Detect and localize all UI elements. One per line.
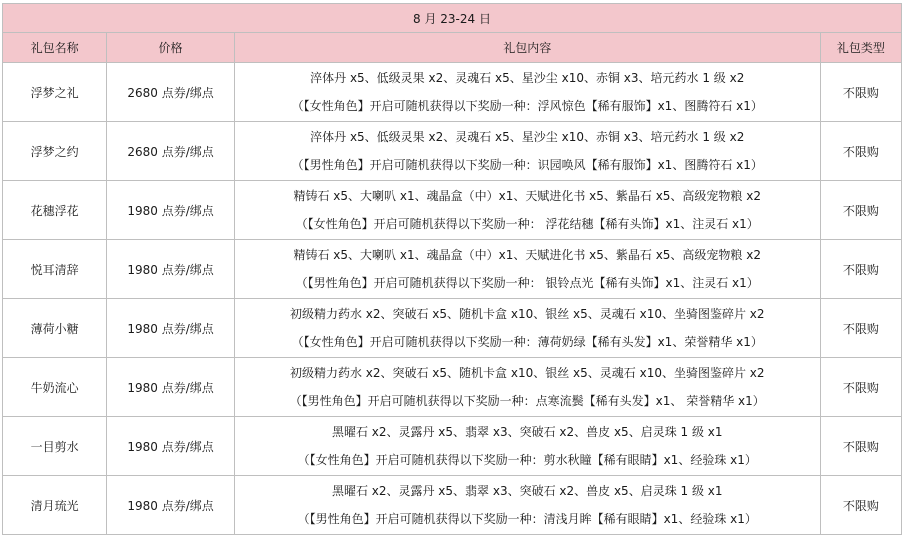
pack-content [234, 122, 820, 181]
pack-content [234, 358, 820, 417]
pack-type: 不限购 [820, 240, 901, 299]
pack-content-items: 淬体丹 x5、低级灵果 x2、灵魂石 x5、星沙尘 x10、赤铜 x3、培元药水 1 级 x2 [310, 71, 745, 85]
header-name: 礼包名称 [3, 33, 107, 63]
pack-content-items: 黑曜石 x2、灵露丹 x5、翡翠 x3、突破石 x2、兽皮 x5、启灵珠 1 级 x1 [331, 425, 723, 439]
pack-content [234, 417, 820, 476]
pack-content [234, 181, 820, 240]
pack-name: 清月琉光 [3, 476, 107, 535]
pack-price: 1980 点券/绑点 [107, 476, 234, 535]
gift-pack-table [2, 3, 902, 535]
table-row [3, 122, 902, 181]
pack-price: 1980 点券/绑点 [107, 417, 234, 476]
header-content: 礼包内容 [234, 33, 820, 63]
pack-content-bonus: （【男性角色】开启可随机获得以下奖励一种：点寒流鬓【稀有头发】x1、 荣誉精华 x1） [289, 394, 765, 408]
table-title: 8 月 23-24 日 [3, 4, 902, 33]
pack-content [234, 299, 820, 358]
header-price: 价格 [107, 33, 234, 63]
pack-price: 2680 点券/绑点 [107, 122, 234, 181]
pack-content-items: 初级精力药水 x2、突破石 x5、随机卡盒 x10、银丝 x5、灵魂石 x10、坐骑图鉴碎片 x2 [289, 366, 765, 380]
pack-content-items: 精铸石 x5、大喇叭 x1、魂晶盒（中）x1、天赋进化书 x5、紫晶石 x5、高级宠物粮 x2 [293, 248, 761, 262]
pack-type: 不限购 [820, 122, 901, 181]
pack-content [234, 240, 820, 299]
pack-content-items: 初级精力药水 x2、突破石 x5、随机卡盒 x10、银丝 x5、灵魂石 x10、坐骑图鉴碎片 x2 [289, 307, 765, 321]
pack-name: 一目剪水 [3, 417, 107, 476]
pack-name: 薄荷小糖 [3, 299, 107, 358]
header-type: 礼包类型 [820, 33, 901, 63]
pack-type: 不限购 [820, 358, 901, 417]
table-row [3, 240, 902, 299]
pack-content-items: 淬体丹 x5、低级灵果 x2、灵魂石 x5、星沙尘 x10、赤铜 x3、培元药水 1 级 x2 [310, 130, 745, 144]
table-header-row [3, 33, 902, 63]
pack-content-items: 精铸石 x5、大喇叭 x1、魂晶盒（中）x1、天赋进化书 x5、紫晶石 x5、高级宠物粮 x2 [293, 189, 761, 203]
pack-price: 1980 点券/绑点 [107, 181, 234, 240]
pack-type: 不限购 [820, 299, 901, 358]
table-row [3, 476, 902, 535]
pack-price: 2680 点券/绑点 [107, 63, 234, 122]
table-title-row [3, 4, 902, 33]
table-row [3, 63, 902, 122]
pack-name: 花穗浮花 [3, 181, 107, 240]
pack-content-bonus: （【女性角色】开启可随机获得以下奖励一种： 浮花结穗【稀有头饰】x1、注灵石 x1） [295, 217, 759, 231]
pack-content-bonus: （【男性角色】开启可随机获得以下奖励一种：识园唤风【稀有服饰】x1、图腾符石 x1） [291, 158, 763, 172]
table-row [3, 358, 902, 417]
pack-name: 浮梦之约 [3, 122, 107, 181]
pack-type: 不限购 [820, 181, 901, 240]
pack-content-bonus: （【女性角色】开启可随机获得以下奖励一种：剪水秋瞳【稀有眼睛】x1、经验珠 x1） [297, 453, 757, 467]
pack-price: 1980 点券/绑点 [107, 299, 234, 358]
pack-content-bonus: （【男性角色】开启可随机获得以下奖励一种：清浅月眸【稀有眼睛】x1、经验珠 x1） [297, 512, 757, 526]
pack-content-bonus: （【女性角色】开启可随机获得以下奖励一种：浮风惊色【稀有服饰】x1、图腾符石 x1） [291, 99, 763, 113]
pack-name: 悦耳清辞 [3, 240, 107, 299]
table-row [3, 299, 902, 358]
table-row [3, 181, 902, 240]
table-row [3, 417, 902, 476]
pack-name: 牛奶流心 [3, 358, 107, 417]
pack-price: 1980 点券/绑点 [107, 358, 234, 417]
pack-price: 1980 点券/绑点 [107, 240, 234, 299]
pack-type: 不限购 [820, 476, 901, 535]
pack-content [234, 63, 820, 122]
pack-type: 不限购 [820, 417, 901, 476]
pack-type: 不限购 [820, 63, 901, 122]
pack-content-items: 黑曜石 x2、灵露丹 x5、翡翠 x3、突破石 x2、兽皮 x5、启灵珠 1 级 x1 [331, 484, 723, 498]
pack-content [234, 476, 820, 535]
pack-content-bonus: （【男性角色】开启可随机获得以下奖励一种： 银铃点光【稀有头饰】x1、注灵石 x1） [295, 276, 759, 290]
pack-name: 浮梦之礼 [3, 63, 107, 122]
pack-content-bonus: （【女性角色】开启可随机获得以下奖励一种：薄荷奶绿【稀有头发】x1、荣誉精华 x1） [291, 335, 763, 349]
